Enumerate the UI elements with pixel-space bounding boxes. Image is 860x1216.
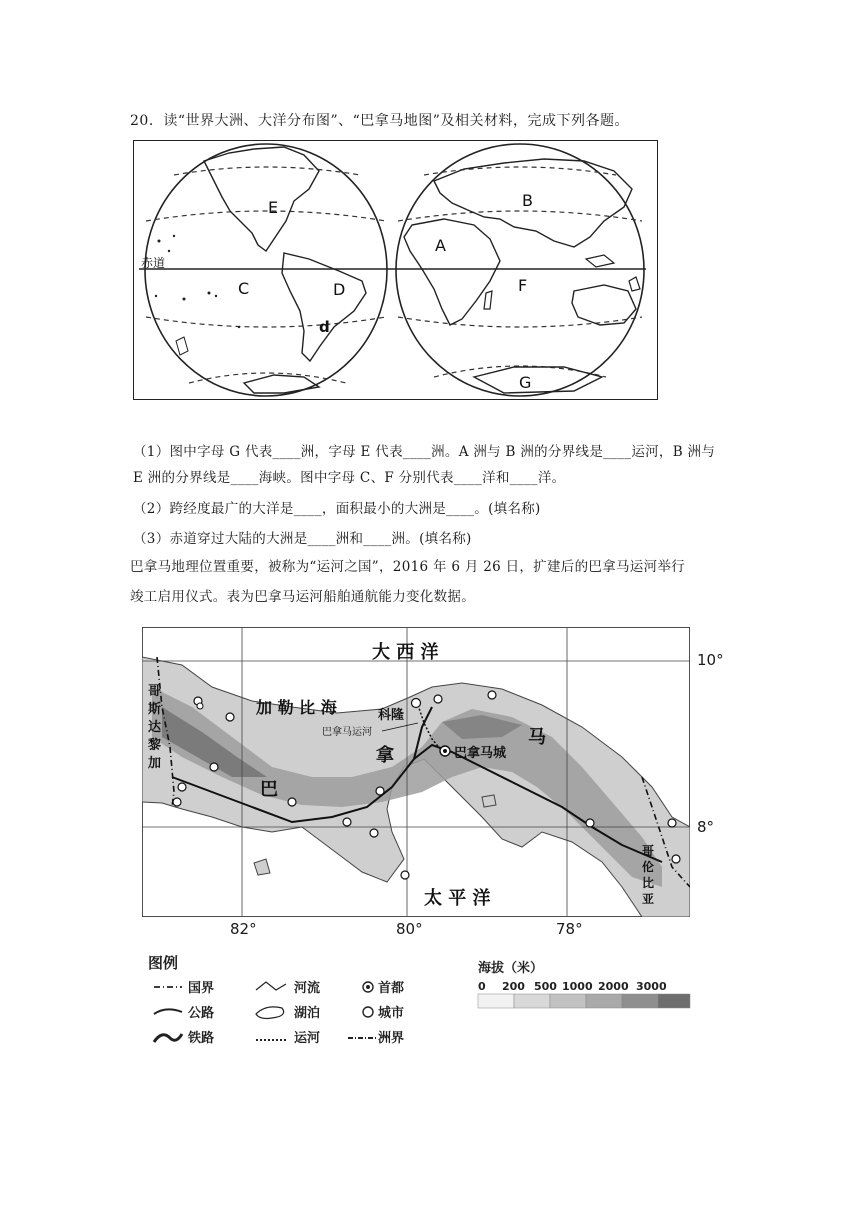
- letter-A: A: [435, 236, 446, 255]
- lon-82: 82°: [230, 920, 257, 938]
- label-canal: 巴拿马运河: [322, 727, 372, 738]
- label-capital: 巴拿马城: [454, 746, 507, 761]
- elevation-scale-bar: [478, 994, 690, 1008]
- label-atlantic: 大 西 洋: [372, 642, 439, 663]
- legend-road: 公路: [188, 1006, 215, 1021]
- svg-text:200: 200: [502, 980, 525, 993]
- panama-intro-line2: 竣工启用仪式。表为巴拿马运河船舶通航能力变化数据。: [130, 589, 475, 605]
- legend-city: 城市: [378, 1006, 405, 1021]
- letter-D: D: [333, 280, 346, 299]
- eurasia-outline: [434, 159, 632, 247]
- label-pa: 巴: [260, 779, 278, 800]
- letter-B: B: [522, 191, 533, 210]
- label-pacific: 太 平 洋: [424, 888, 491, 909]
- panama-intro-line1: 巴拿马地理位置重要，被称为“运河之国”，2016 年 6 月 26 日，扩建后的巴拿马运河举行: [130, 559, 685, 575]
- svg-text:伦: 伦: [642, 860, 655, 874]
- svg-text:1000: 1000: [562, 980, 593, 993]
- label-ma: 马: [528, 727, 546, 748]
- panama-map: [142, 627, 690, 917]
- label-costa-rica: [148, 683, 161, 771]
- svg-text:亚: 亚: [642, 892, 655, 906]
- svg-text:0: 0: [478, 980, 486, 993]
- svg-text:3000: 3000: [636, 980, 667, 993]
- question-title: 20．读“世界大洲、大洋分布图”、“巴拿马地图”及相关材料，完成下列各题。: [130, 113, 629, 129]
- letter-d: d: [319, 318, 330, 336]
- svg-text:加: 加: [148, 756, 162, 771]
- lat-10: 10°: [697, 651, 724, 669]
- question-part1-line1: （1）图中字母 G 代表____洲，字母 E 代表____洲。A 洲与 B 洲的分界线是____运河，B 洲与: [133, 444, 716, 460]
- legend-railway: 铁路: [188, 1031, 215, 1046]
- question-part1-line2: E 洲的分界线是____海峡。图中字母 C、F 分别代表____洋和____洋。: [133, 470, 566, 486]
- lon-80: 80°: [396, 920, 423, 938]
- label-na: 拿: [376, 745, 394, 766]
- letter-G: G: [519, 373, 532, 392]
- western-hemisphere: [145, 144, 387, 396]
- equator-label: 赤道: [141, 256, 166, 270]
- svg-text:哥: 哥: [148, 684, 162, 699]
- legend-capital: 首都: [378, 981, 405, 996]
- elevation-title: 海拔（米）: [478, 961, 544, 976]
- antarctica-left-outline: [244, 375, 319, 393]
- legend-continent-border: 洲界: [378, 1031, 405, 1046]
- north-america-outline: [204, 147, 319, 251]
- legend-river: 河流: [294, 981, 321, 996]
- lat-8: 8°: [697, 818, 715, 836]
- legend-lake: 湖泊: [294, 1006, 321, 1021]
- legend-border: 国界: [188, 981, 215, 996]
- eastern-hemisphere: [396, 144, 644, 396]
- svg-text:斯: 斯: [148, 702, 162, 717]
- svg-text:500: 500: [534, 980, 557, 993]
- svg-text:比: 比: [642, 876, 655, 890]
- lon-78: 78°: [556, 920, 583, 938]
- legend-canal: 运河: [294, 1031, 321, 1046]
- legend-title: 图例: [148, 954, 179, 972]
- question-part2: （2）跨经度最广的大洋是____，面积最小的大洲是____。(填名称): [133, 501, 541, 517]
- svg-text:哥: 哥: [642, 844, 655, 858]
- letter-E: E: [268, 198, 279, 217]
- antarctica-right-outline: [474, 367, 602, 393]
- label-colon: 科隆: [378, 708, 405, 723]
- svg-text:2000: 2000: [598, 980, 629, 993]
- svg-text:黎: 黎: [148, 738, 162, 753]
- svg-text:达: 达: [148, 720, 162, 735]
- letter-F: F: [518, 276, 528, 295]
- map-legend: [142, 950, 702, 1060]
- world-map: [133, 140, 658, 400]
- label-caribbean: 加 勒 比 海: [256, 698, 337, 717]
- question-part3: （3）赤道穿过大陆的大洲是____洲和____洲。(填名称): [133, 531, 472, 547]
- letter-C: C: [238, 279, 250, 298]
